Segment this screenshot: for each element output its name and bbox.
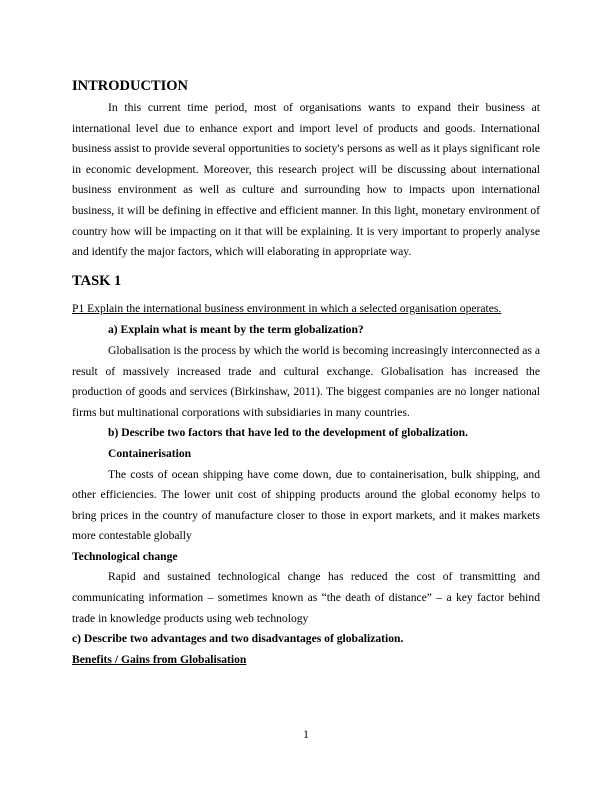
page-number: 1 bbox=[303, 728, 309, 741]
page-content bbox=[72, 76, 540, 670]
task-1-heading: TASK 1 bbox=[72, 272, 122, 289]
containerisation-paragraph: The costs of ocean shipping have come down, due to containerisation, bulk shipping, and other efficiencies. The lower unit cost of shipping products around the global economy helps to bring prices in the country of manufacture closer to those in export markets, and it makes markets more contestable globally bbox=[72, 467, 540, 543]
question-b: b) Describe two factors that have led to the development of globalization. bbox=[108, 426, 469, 440]
introduction-heading: INTRODUCTION bbox=[72, 78, 189, 94]
technological-change-heading: Technological change bbox=[72, 549, 178, 563]
benefits-heading: Benefits / Gains from Globalisation bbox=[72, 652, 247, 666]
globalisation-paragraph: Globalisation is the process by which the world is becoming increasingly interconnected as a result of massively increased trade and cultural exchange. Globalisation has increased the production of goods and services (Birkinshaw, 2011). The biggest companies are no longer national firms but multinational corporations with subsidiaries in many countries. bbox=[72, 343, 540, 419]
p1-criterion-line: P1 Explain the international business environment in which a selected organisation operates. bbox=[72, 301, 502, 315]
technological-change-paragraph: Rapid and sustained technological change has reduced the cost of transmitting and communicating information – sometimes known as “the death of distance” – a key factor behind trade in knowledge products using web technology bbox=[72, 570, 540, 625]
question-a: a) Explain what is meant by the term globalization? bbox=[108, 323, 364, 337]
containerisation-heading: Containerisation bbox=[108, 446, 192, 460]
introduction-paragraph: In this current time period, most of organisations wants to expand their business at international level due to enhance export and import level of products and goods. International business assist to provide several opportunities to society's persons as well as it plays significant role in economic development. Moreover, this research project will be discussing about international business environment as well as culture and surrounding how to impacts upon international business, it will be defining in effective and efficient manner. In this light, monetary environment of country how will be impacting on it that will be explaining. It is very important to properly analyse and identify the major factors, which will elaborating in appropriate way. bbox=[72, 101, 540, 259]
question-c: c) Describe two advantages and two disadvantages of globalization. bbox=[72, 632, 404, 646]
